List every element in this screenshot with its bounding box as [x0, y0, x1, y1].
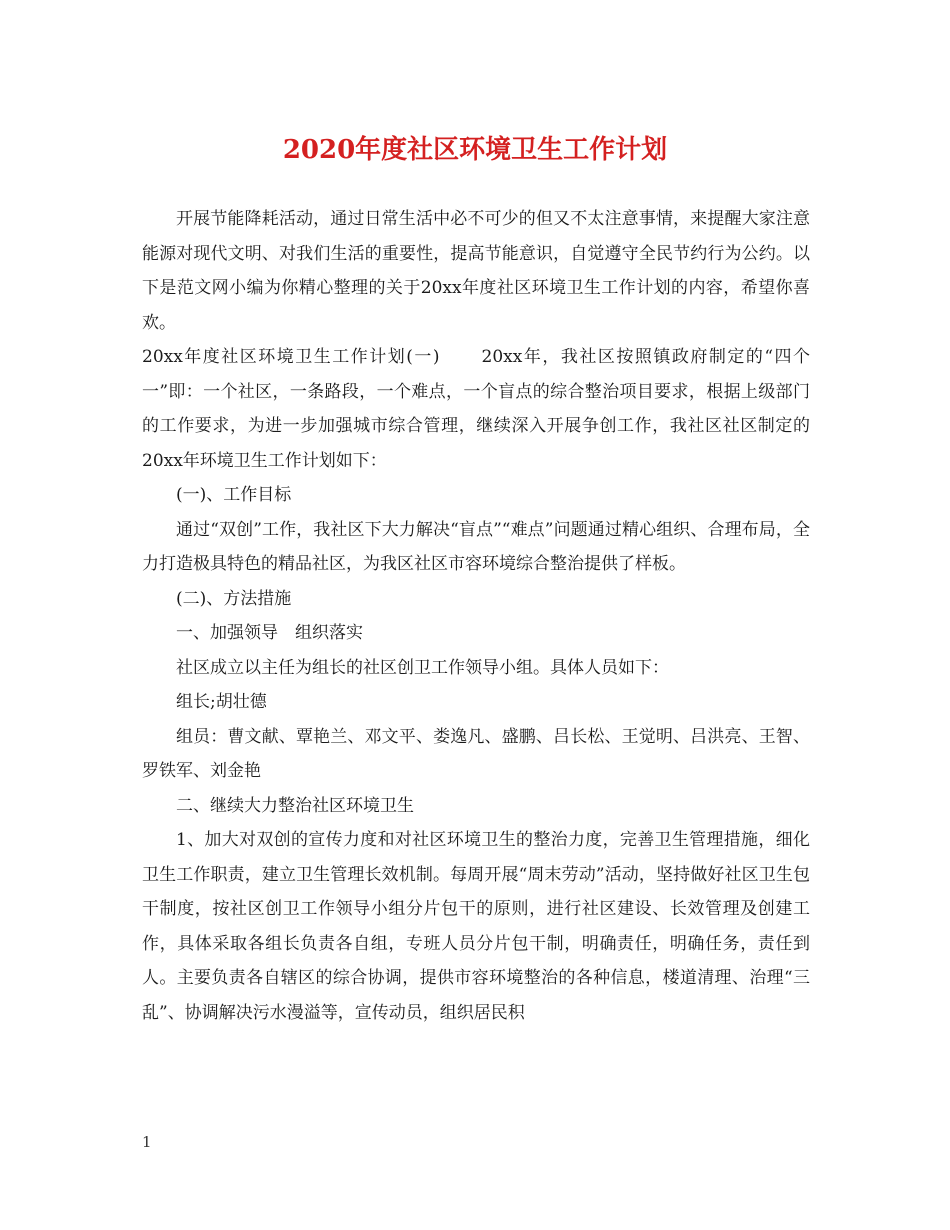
document-title: 2020年度社区环境卫生工作计划 — [282, 135, 668, 165]
plan-heading: 20xx年度社区环境卫生工作计划(一) — [142, 347, 440, 367]
goal-paragraph: 通过“双创”工作，我社区下大力解决“盲点”“难点”问题通过精心组织、合理布局，全力打造极具特色的精品社区，为我区社区市容环境综合整治提供了样板。 — [142, 519, 810, 574]
plan-paragraph — [142, 340, 810, 478]
section-heading-measures: (二)、方法措施 — [176, 588, 292, 609]
subheading-leadership: 一、加强领导 组织落实 — [176, 623, 363, 643]
section-heading-goal: (一)、工作目标 — [176, 485, 292, 505]
intro-paragraph: 开展节能降耗活动，通过日常生活中必不可少的但又不太注意事情，来提醒大家注意能源对现代文明、对我们生活的重要性，提高节能意识，自觉遵守全民节约行为公约。以下是范文网小编为你精心整理的关于20xx年度社区环境卫生工作计划的内容，希望你喜欢。 — [142, 209, 810, 333]
page-number: 1 — [142, 1133, 152, 1151]
subheading-environment: 二、继续大力整治社区环境卫生 — [176, 795, 414, 816]
leadership-paragraph: 社区成立以主任为组长的社区创卫工作领导小组。具体人员如下： — [176, 657, 669, 678]
group-members-line: 组员：曹文献、覃艳兰、邓文平、娄逸凡、盛鹏、吕长松、王觉明、吕洪亮、王智、罗铁军、刘金艳 — [142, 726, 810, 781]
group-leader-line: 组长;胡壮德 — [176, 692, 267, 712]
plan-intro-text: 20xx年，我社区按照镇政府制定的“四个一”即：一个社区，一条路段，一个难点，一个盲点的综合整治项目要求，根据上级部门的工作要求，为进一步加强城市综合管理，继续深入开展争创工作，我社区社区制定的20xx年环境卫生工作计划如下： — [142, 347, 811, 471]
environment-paragraph: 1、加大对双创的宣传力度和对社区环境卫生的整治力度，完善卫生管理措施，细化卫生工作职责，建立卫生管理长效机制。每周开展“周末劳动”活动，坚持做好社区卫生包干制度，按社区创卫工作领导小组分片包干的原则，进行社区建设、长效管理及创建工作，具体采取各组长负责各自组，专班人员分片包干制，明确责任，明确任务，责任到人。主要负责各自辖区的综合协调，提供市容环境整治的各种信息，楼道清理、治理“三乱”、协调解决污水漫溢等，宣传动员，组织居民积 — [142, 830, 810, 1023]
document-body — [142, 202, 810, 1030]
